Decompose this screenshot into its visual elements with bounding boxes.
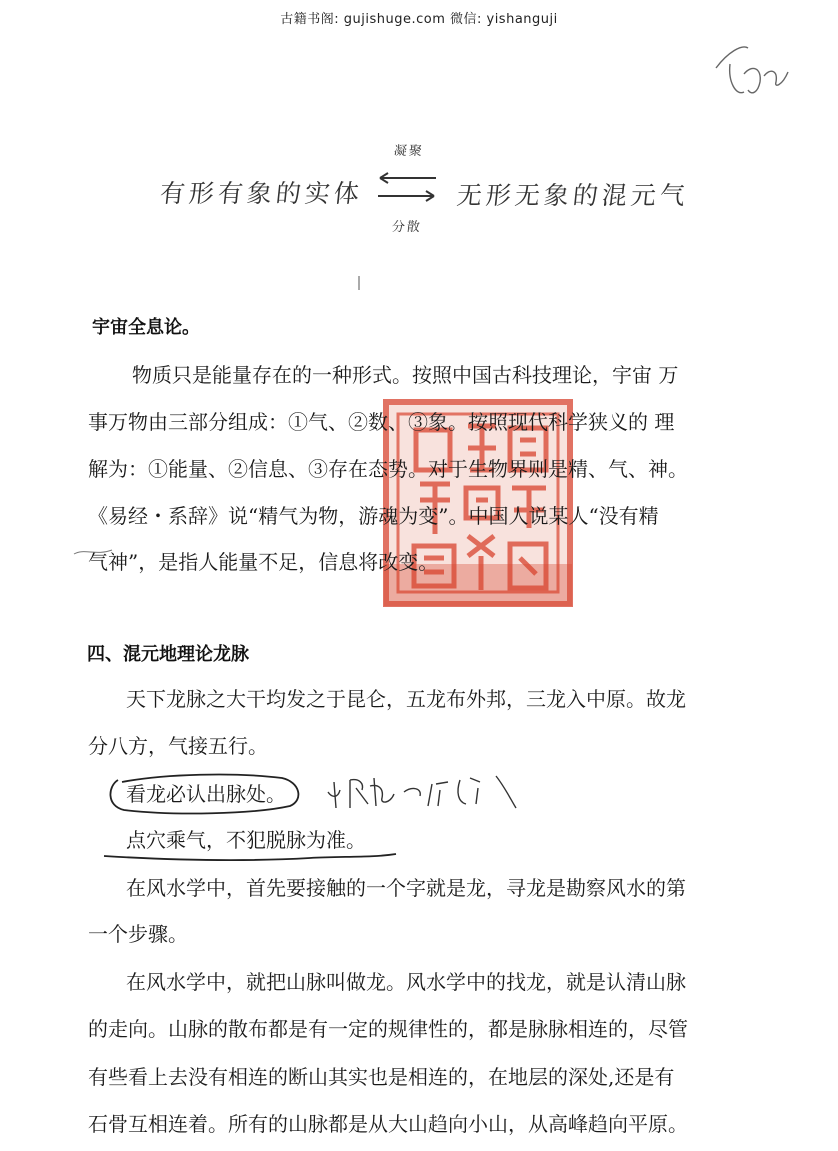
paragraph-line: 《易经・系辞》说“精气为物，游魂为变”。中国人说某人“没有精 [88,504,659,528]
paragraph-line: 一个步骤。 [88,922,188,946]
section-heading-holography: 宇宙全息论。 [92,317,200,338]
hand-drawn-underline [100,846,400,866]
diagram-right-label: 无形无象的混元气 [455,181,691,210]
paragraph-line: 在风水学中，就把山脉叫做龙。风水学中的找龙，就是认清山脉 [126,970,686,994]
margin-pen-mark [72,544,116,560]
paragraph-line: 事万物由三部分组成：①气、②数、③象。按照现代科学狭义的 理 [88,410,675,434]
diagram-left-label: 有形有象的实体 [158,179,365,208]
paragraph-line: 分八方，气接五行。 [88,734,268,758]
double-arrow-icon [372,166,442,210]
paragraph-line: 气神”，是指人能量不足，信息将改变。 [88,550,439,574]
small-mark [356,276,362,290]
paragraph-line: 天下龙脉之大干均发之于昆仑，五龙布外邦，三龙入中原。故龙 [126,687,686,711]
diagram-bottom-label: 分散 [391,220,423,235]
circled-verse-line: 看龙必认出脉处。 [126,782,286,806]
paragraph-line: 在风水学中，首先要接触的一个字就是龙，寻龙是勘察风水的第 [126,876,686,900]
corner-handwriting-scribble [708,34,804,130]
underlined-verse-line: 点穴乘气，不犯脱脉为准。 [126,828,366,852]
transformation-diagram [150,130,710,250]
paragraph-line: 物质只是能量存在的一种形式。按照中国古科技理论，宇宙 万 [132,363,679,387]
handwritten-annotation [320,768,530,818]
hand-drawn-circle [104,772,304,816]
paragraph-line: 的走向。山脉的散布都是有一定的规律性的，都是脉脉相连的，尽管 [88,1017,688,1041]
paragraph-line: 解为：①能量、②信息、③存在态势。对于生物界则是精、气、神。 [88,457,688,481]
paragraph-line: 石骨互相连着。所有的山脉都是从大山趋向小山，从高峰趋向平原。 [88,1112,688,1136]
diagram-top-label: 凝聚 [393,144,425,159]
header-watermark: 古籍书阁: gujishuge.com 微信: yishanguji [280,12,558,27]
section-heading-dragon-veins: 四、混元地理论龙脉 [87,644,249,665]
paragraph-line: 有些看上去没有相连的断山其实也是相连的，在地层的深处,还是有 [88,1065,675,1089]
